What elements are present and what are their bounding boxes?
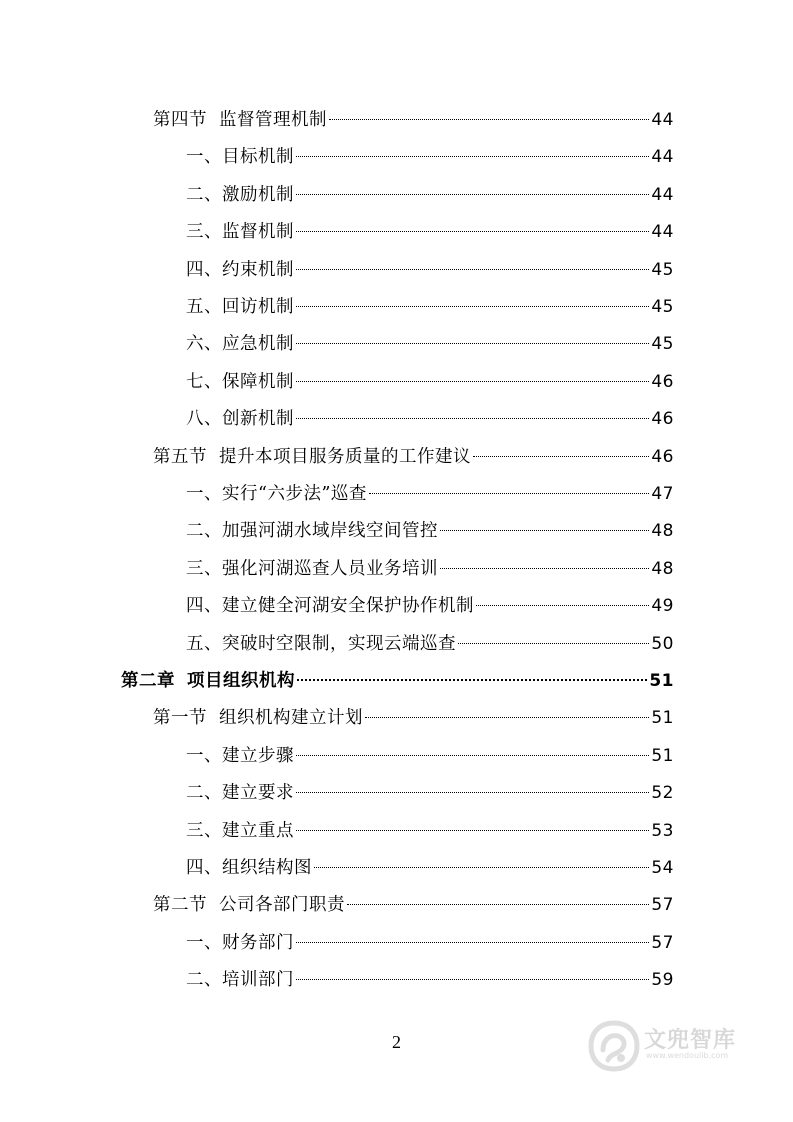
- toc-leader-dots: [440, 568, 649, 569]
- toc-entry[interactable]: [186, 742, 674, 770]
- toc-entry-label: [153, 443, 471, 471]
- toc-leader-dots: [473, 456, 649, 457]
- toc-entry-label: [186, 256, 294, 284]
- toc-leader-dots: [296, 381, 649, 382]
- toc-entry-number: 第一节: [153, 708, 207, 729]
- toc-entry[interactable]: [186, 181, 674, 209]
- toc-leader-dots: [296, 979, 649, 980]
- toc-leader-dots: [296, 269, 649, 270]
- toc-entry[interactable]: [153, 891, 674, 919]
- toc-leader-dots: [296, 194, 649, 195]
- toc-entry-title: 监督机制: [222, 222, 294, 243]
- watermark: [588, 1018, 768, 1078]
- toc-entry-title: 提升本项目服务质量的工作建议: [219, 446, 471, 467]
- toc-entry-label: [186, 817, 294, 845]
- toc-entry-title: 突破时空限制，实现云端巡查: [222, 633, 456, 654]
- toc-entry-page: 44: [651, 222, 674, 243]
- toc-entry[interactable]: [186, 517, 674, 545]
- toc-entry-page: 46: [651, 409, 674, 430]
- toc-entry-title: 回访机制: [222, 297, 294, 317]
- toc-leader-dots: [314, 867, 649, 868]
- toc-entry-label: [186, 929, 294, 957]
- toc-entry-label: [186, 517, 438, 545]
- toc-entry-title: 建立重点: [222, 820, 294, 841]
- toc-entry-page: 47: [651, 484, 674, 504]
- toc-entry-title: 财务部门: [222, 932, 294, 953]
- toc-entry-label: [186, 966, 294, 994]
- toc-entry-page: 50: [651, 633, 674, 654]
- toc-entry-page: 48: [651, 521, 674, 542]
- toc-entry-title: 实行“六步法”巡查: [222, 484, 367, 504]
- toc-leader-dots: [296, 343, 649, 344]
- toc-entry-page: 44: [651, 147, 674, 168]
- toc-entry[interactable]: [186, 368, 674, 396]
- toc-entry-number: 八、: [186, 409, 222, 430]
- toc-entry-page: 51: [649, 671, 674, 691]
- toc-entry[interactable]: [186, 854, 674, 882]
- toc-entry-number: 四、: [186, 259, 222, 280]
- toc-entry[interactable]: [186, 817, 674, 845]
- toc-entry-page: 52: [651, 783, 674, 804]
- toc-entry-number: 一、: [186, 147, 222, 168]
- toc-entry-number: 二、: [186, 521, 222, 542]
- toc-entry-label: [186, 480, 367, 508]
- toc-entry-number: 第二节: [153, 895, 207, 916]
- toc-entry-title: 组织机构建立计划: [219, 708, 363, 729]
- toc-entry-page: 51: [651, 708, 674, 729]
- toc-entry-number: 二、: [186, 970, 222, 991]
- toc-entry-page: 59: [651, 970, 674, 991]
- toc-entry-number: 二、: [186, 184, 222, 205]
- toc-entry-title: 建立要求: [222, 783, 294, 804]
- toc-entry-number: 三、: [186, 820, 222, 841]
- toc-entry-title: 公司各部门职责: [219, 895, 345, 916]
- toc-entry-label: [153, 704, 363, 732]
- toc-entry-label: [186, 330, 294, 358]
- toc-entry-label: [186, 143, 294, 171]
- toc-entry-number: 六、: [186, 334, 222, 355]
- toc-entry[interactable]: [186, 293, 674, 321]
- toc-entry-page: 53: [651, 820, 674, 841]
- toc-entry-label: [153, 106, 327, 134]
- toc-entry-title: 建立步骤: [222, 745, 294, 766]
- toc-entry-title: 目标机制: [222, 147, 294, 168]
- toc-leader-dots: [296, 755, 649, 756]
- toc-entry-number: 三、: [186, 222, 222, 243]
- toc-entry[interactable]: [186, 555, 674, 583]
- toc-entry-number: 四、: [186, 858, 222, 878]
- toc-entry[interactable]: [186, 218, 674, 246]
- toc-entry-number: 二、: [186, 783, 222, 804]
- toc-entry-page: 44: [651, 184, 674, 205]
- toc-entry-page: 45: [651, 259, 674, 280]
- toc-leader-dots: [296, 830, 649, 831]
- toc-entry-label: [186, 779, 294, 807]
- toc-entry-label: [186, 555, 438, 583]
- toc-entry-page: 45: [651, 297, 674, 317]
- toc-entry[interactable]: [186, 143, 674, 171]
- toc-entry-label: [186, 181, 294, 209]
- toc-leader-dots: [329, 119, 649, 120]
- toc-entry-number: 一、: [186, 745, 222, 766]
- toc-leader-dots: [347, 904, 649, 905]
- toc-entry-title: 组织结构图: [222, 858, 312, 878]
- toc-entry-number: 第二章: [121, 671, 175, 691]
- toc-entry-title: 监督管理机制: [219, 110, 327, 130]
- toc-entry-title: 加强河湖水域岸线空间管控: [222, 521, 438, 542]
- toc-entry[interactable]: [153, 106, 674, 134]
- toc-leader-dots: [296, 156, 649, 157]
- toc-entry[interactable]: [186, 929, 674, 957]
- watermark-logo-icon: [588, 1020, 640, 1072]
- toc-entry[interactable]: [186, 779, 674, 807]
- toc-entry-label: [121, 667, 295, 695]
- toc-entry-label: [186, 293, 294, 321]
- watermark-url: www.wendoulib.com: [646, 1051, 729, 1060]
- toc-leader-dots: [369, 493, 649, 494]
- toc-entry-label: [186, 742, 294, 770]
- toc-entry-number: 第五节: [153, 446, 207, 467]
- toc-leader-dots: [476, 605, 649, 606]
- toc-entry-title: 强化河湖巡查人员业务培训: [222, 558, 438, 579]
- toc-entry-label: [186, 854, 312, 882]
- toc-entry-page: 54: [651, 858, 674, 878]
- toc-entry-page: 51: [651, 745, 674, 766]
- toc-leader-dots: [296, 792, 649, 793]
- toc-entry-page: 46: [651, 446, 674, 467]
- toc-entry-label: [153, 891, 345, 919]
- toc-entry[interactable]: [186, 405, 674, 433]
- toc-leader-dots: [296, 231, 649, 232]
- toc-leader-dots: [297, 679, 647, 681]
- toc-entry-title: 培训部门: [222, 970, 294, 991]
- toc-entry[interactable]: [186, 480, 674, 508]
- toc-entry[interactable]: [186, 966, 674, 994]
- toc-entry-number: 五、: [186, 633, 222, 654]
- toc-entry-label: [186, 218, 294, 246]
- toc-entry-number: 三、: [186, 558, 222, 579]
- toc-entry-label: [186, 405, 294, 433]
- toc-entry-title: 激励机制: [222, 184, 294, 205]
- toc-entry-page: 49: [651, 596, 674, 617]
- toc-entry-title: 约束机制: [222, 259, 294, 280]
- toc-leader-dots: [458, 643, 649, 644]
- toc-entry-number: 一、: [186, 484, 222, 504]
- toc-leader-dots: [365, 717, 649, 718]
- toc-entry[interactable]: [186, 256, 674, 284]
- watermark-text: 文兜智库: [644, 1028, 737, 1053]
- toc-entry-number: 七、: [186, 371, 222, 392]
- toc-entry-number: 一、: [186, 932, 222, 953]
- toc-entry-number: 五、: [186, 297, 222, 317]
- toc-entry-title: 保障机制: [222, 371, 294, 392]
- toc-entry[interactable]: [186, 630, 674, 658]
- toc-leader-dots: [296, 418, 649, 419]
- toc-entry-page: 46: [651, 371, 674, 392]
- toc-entry-page: 45: [651, 334, 674, 355]
- toc-entry-page: 57: [651, 932, 674, 953]
- page-number: 2: [392, 1032, 401, 1052]
- toc-entry-title: 建立健全河湖安全保护协作机制: [222, 596, 474, 617]
- toc-entry-label: [186, 592, 474, 620]
- toc-entry-title: 创新机制: [222, 409, 294, 430]
- toc-entry[interactable]: [186, 330, 674, 358]
- toc-entry-number: 四、: [186, 596, 222, 617]
- toc-entry-page: 48: [651, 558, 674, 579]
- toc-leader-dots: [440, 530, 649, 531]
- toc-entry-label: [186, 630, 456, 658]
- toc-entry-number: 第四节: [153, 110, 207, 130]
- toc-leader-dots: [296, 942, 649, 943]
- toc-entry[interactable]: [153, 704, 674, 732]
- toc-entry[interactable]: [186, 592, 674, 620]
- toc-entry-title: 项目组织机构: [187, 671, 295, 691]
- toc-entry[interactable]: [121, 667, 674, 695]
- toc-entry-page: 57: [651, 895, 674, 916]
- toc-entry[interactable]: [153, 443, 674, 471]
- toc-entry-title: 应急机制: [222, 334, 294, 355]
- toc-entry-label: [186, 368, 294, 396]
- toc-leader-dots: [296, 306, 649, 307]
- toc-entry-page: 44: [651, 110, 674, 130]
